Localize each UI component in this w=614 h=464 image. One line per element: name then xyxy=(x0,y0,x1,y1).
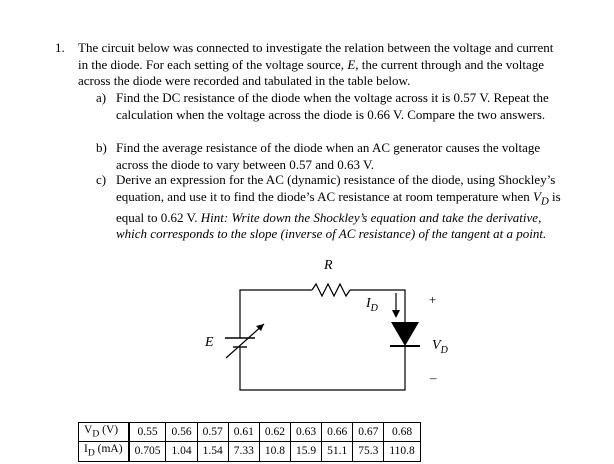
table-cell: 0.61 xyxy=(228,423,259,442)
part-b-text: Find the average resistance of the diode when an AC generator causes the voltage across the diode to vary between 0.57 and 0.63 V. xyxy=(116,140,541,172)
table-row xyxy=(79,423,421,442)
table-cell: 51.1 xyxy=(322,442,353,461)
resistor-symbol xyxy=(312,284,350,296)
table-row-header: $V_D$ (V) xyxy=(79,423,129,442)
table-cell: 15.9 xyxy=(290,442,321,461)
part-a-label: a) xyxy=(96,90,107,105)
table-cell: 10.8 xyxy=(259,442,290,461)
table-cell: 0.705 xyxy=(129,442,166,461)
variable-arrow-line xyxy=(226,324,264,358)
minus-sign: – xyxy=(430,370,437,385)
voltage-label: $V_D$ xyxy=(432,338,448,356)
table-cell: 0.55 xyxy=(129,423,166,442)
table-cell: 0.63 xyxy=(290,423,321,442)
part-b-label: b) xyxy=(96,140,107,155)
table-cell: 0.66 xyxy=(322,423,353,442)
diode-triangle xyxy=(391,322,419,346)
current-arrow-head xyxy=(392,310,400,318)
table-cell: 7.33 xyxy=(228,442,259,461)
wire-top-left xyxy=(240,290,312,330)
table-cell: 1.54 xyxy=(197,442,228,461)
table-cell: 0.67 xyxy=(353,423,384,442)
table-row-header: $I_D$ (mA) xyxy=(79,442,129,461)
table-cell: 75.3 xyxy=(353,442,384,461)
part-c-label: c) xyxy=(96,172,107,187)
measurement-table xyxy=(78,422,421,462)
plus-sign: + xyxy=(429,292,437,307)
table-cell: 0.57 xyxy=(197,423,228,442)
part-a-text: Find the DC resistance of the diode when the voltage across it is 0.57 V. Repeat the calculation when the voltage across the diode is 0.66 V. Compare the two answers. xyxy=(116,90,549,122)
table-cell: 1.04 xyxy=(166,442,197,461)
table-cell: 0.56 xyxy=(166,423,197,442)
question-intro: The circuit below was connected to investigate the relation between the voltage and current in the diode. For each setting of the voltage source, E, the current through and the voltage across the diode were recorded and tabulated in the table below. xyxy=(78,40,554,88)
table-cell: 0.68 xyxy=(384,423,420,442)
source-label: E xyxy=(205,335,214,350)
table-row xyxy=(79,442,421,461)
part-c-text: Derive an expression for the AC (dynamic) resistance of the diode, using Shockley’s equation, and use it to find the diode’s AC resistance at room temperature when $V_D$ is equal to 0.62 V. Hint: Write down the Shockley’s equation and take the derivative, which corresponds to the slope (inverse of AC resistance) of the tangent at a point. xyxy=(116,172,561,242)
table-cell: 110.8 xyxy=(384,442,420,461)
wire-bottom-left xyxy=(240,346,405,390)
resistor-label: R xyxy=(324,258,333,273)
current-label: $I_D$ xyxy=(366,296,378,314)
table-cell: 0.62 xyxy=(259,423,290,442)
question-number: 1. xyxy=(55,40,65,55)
